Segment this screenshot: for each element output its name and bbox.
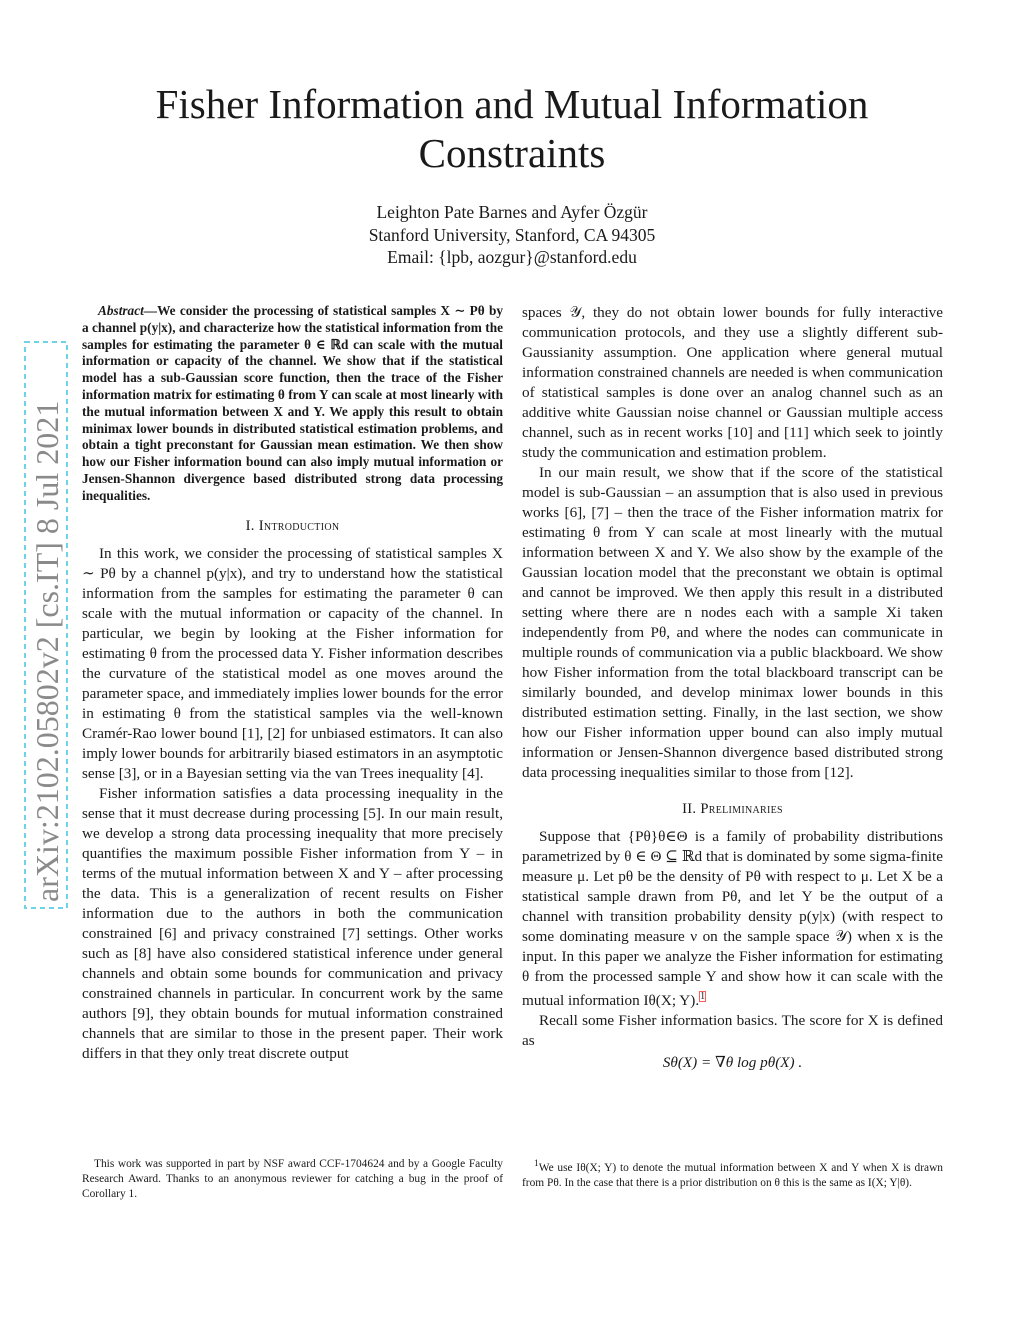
arxiv-stamp-graphic (22, 340, 70, 910)
section-heading-preliminaries (522, 799, 943, 819)
score-equation: Sθ(X) = ∇θ log pθ(X) . (662, 1054, 803, 1072)
left-column (82, 303, 503, 1064)
footnote-1 (522, 1157, 943, 1191)
right-column (522, 303, 943, 1073)
arxiv-stamp (22, 340, 70, 910)
footnote-funding-text: This work was supported in part by NSF award CCF-1704624 and by a Google Faculty Research Award. Thanks to an anonymous reviewer for catching a bug in the proof of Corollary 1. (82, 1158, 503, 1200)
section-heading-introduction (82, 516, 503, 536)
section-title: Introduction (258, 517, 340, 534)
footnote-1-paragraph (522, 1157, 943, 1191)
author-block (250, 201, 774, 269)
abstract-label: Abstract— (98, 303, 158, 318)
prelim-paragraph-1 (522, 827, 943, 1011)
footnote-funding (82, 1157, 503, 1202)
prelim-paragraph-1-text: Suppose that {Pθ}θ∈Θ is a family of probability distributions parametrized by θ ∈ Θ ⊆ ℝd that is dominated by some sigma-finite measure μ. Let pθ be the density of Pθ with respect to μ. Let X be a statistical sample drawn from Pθ, and let Y be the output of a channel with transition probability density p(y|x) (with respect to some dominating measure ν on the sample space 𝒴) when x is the input. In this paper we analyze the Fisher information for estimating θ from the processed sample Y and show how it can scale with the mutual information Iθ(X; Y). (522, 828, 943, 1010)
section-title: Preliminaries (700, 801, 783, 817)
prelim-paragraph-2: Recall some Fisher information basics. The score for X is defined as (522, 1012, 943, 1050)
intro-paragraph-4: In our main result, we show that if the score of the statistical model is sub-Gaussian – an assumption that is also used in previous works [6], [7] – then the trace of the Fisher information matrix for estimating θ from Y can scale at most linearly with the mutual information between X and Y. We also show by the example of the Gaussian location model that the preconstant we obtain is optimal and cannot be improved. We then apply this result in a distributed setting where there are n nodes each with a sample Xi taken independently from Pθ, and where the nodes can communicate in multiple rounds of communication via a public blackboard. We show how Fisher information from the total blackboard transcript can be similarly bounded, and develop minimax lower bounds in this distributed estimation setting. Finally, in the last section, we show how our Fisher information upper bound can also imply mutual information or Jensen-Shannon divergence based distributed strong data processing inequalities similar to those from [12]. (522, 464, 943, 781)
author-names: Leighton Pate Barnes and Ayfer Özgür (376, 202, 648, 222)
section-number: I. (245, 517, 259, 534)
footnote-1-mark: 1 (534, 1159, 539, 1169)
intro-paragraph-2: Fisher information satisfies a data processing inequality in the sense that it must decrease during processing [5]. In our main result, we develop a strong data processing inequality that more precisely quantifies the maximum possible Fisher information from Y – in terms of the mutual information between X and Y – after processing the data. This is a generalization of recent results on Fisher information due to the authors in both the communication constrained [6] and privacy constrained [7] settings. Other works such as [8] have also considered statistical inference under general channels and obtain some bounds for communication and privacy constrained channels in particular. In concurrent work by the same authors [9], they obtain bounds for mutual information constrained channels that are similar to those in the present paper. Their work differs in that they only treat discrete output (82, 784, 503, 1062)
section-number: II. (682, 801, 701, 817)
arxiv-id: arXiv:2102.05802v2 [cs.IT] 8 Jul 2021 (29, 400, 65, 902)
affiliation: Stanford University, Stanford, CA 94305 (368, 224, 656, 245)
footnote-link[interactable]: 1 (700, 991, 706, 1002)
intro-paragraph-1: In this work, we consider the processing of statistical samples X ∼ Pθ by a channel p(y|x), and try to understand how the statistical information from the samples for estimating the parameter θ can scale with the mutual information or capacity of the channel. In particular, we begin by looking at the Fisher information for estimating θ from the processed data Y. Fisher information describes the curvature of the statistical model as one moves around the parameter space, and immediately implies lower bounds for the error in estimating θ from the statistical samples via the well-known Cramér-Rao lower bound [1], [2] for unbiased estimators. It can also imply lower bounds for arbitrarily biased estimators in an asymptotic sense [3], or in a Bayesian setting via the van Trees inequality [4]. (82, 544, 503, 782)
email: Email: {lpb, aozgur}@stanford.edu (387, 247, 637, 267)
abstract-text: We consider the processing of statistical samples X ∼ Pθ by a channel p(y|x), and characterize how the statistical information from the samples for estimating the parameter θ ∈ ℝd can scale with the mutual information or capacity of the channel. We show that if the statistical model has a sub-Gaussian score function, then the trace of the Fisher information matrix for estimating θ from Y can scale at most linearly with the mutual information between X and Y. We apply this result to obtain minimax lower bounds in distributed statistical estimation problems, and obtain a tight preconstant for Gaussian mean estimation. We then show how our Fisher information bound can also imply mutual information or Jensen-Shannon divergence based distributed strong data processing inequalities. (82, 303, 503, 503)
footnote-1-text: We use Iθ(X; Y) to denote the mutual information between X and Y when X is drawn from Pθ. In the case that there is a prior distribution on θ this is the same as I(X; Y|θ). (522, 1161, 943, 1189)
paper-title: Fisher Information and Mutual Information Constraints (155, 81, 869, 176)
intro-paragraph-3: spaces 𝒴, they do not obtain lower bounds for fully interactive communication protocols, and they use a slightly different sub-Gaussianity assumption. One application where general mutual information constrained channels are needed is when communication of statistical samples is done over an analog channel such as an additive white Gaussian noise channel or Gaussian multiple access channel, such as in recent works [10] and [11] which seek to jointly study the communication and estimation problem. (522, 304, 943, 461)
abstract (82, 303, 503, 505)
